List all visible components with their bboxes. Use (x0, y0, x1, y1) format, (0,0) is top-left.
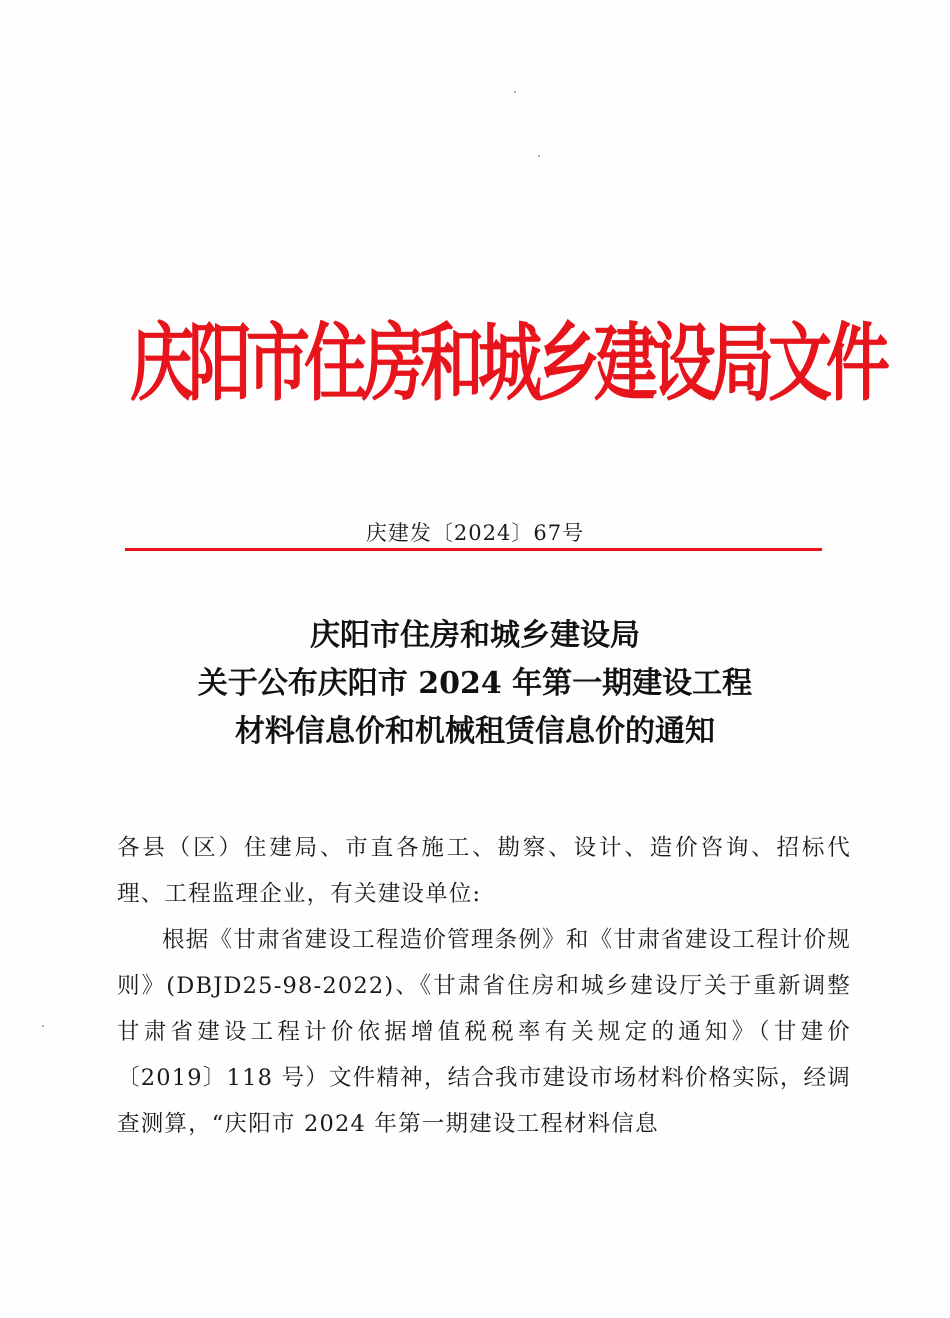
masthead-title: 庆阳市住房和城乡建设局文件 (130, 314, 884, 414)
scan-speck (538, 155, 540, 157)
document-number: 庆建发〔2024〕67号 (365, 521, 585, 545)
body-paragraph-1: 根据《甘肃省建设工程造价管理条例》和《甘肃省建设工程计价规则》(DBJD25-98-2022)、《甘肃省住房和城乡建设厅关于重新调整甘肃省建设工程计价依据增值税税率有关规定的通知》（甘建价〔2019〕118 号）文件精神，结合我市建设市场材料价格实际，经调查测算，“庆阳市 2024 年第一期建设工程材料信息 (117, 927, 851, 1137)
notice-title (0, 612, 950, 756)
scan-speck (514, 91, 516, 93)
notice-title-line-1: 庆阳市住房和城乡建设局 (310, 618, 640, 653)
notice-title-line-2: 关于公布庆阳市 2024 年第一期建设工程 (197, 666, 753, 701)
addressee-paragraph: 各县（区）住建局、市直各施工、勘察、设计、造价咨询、招标代理、工程监理企业，有关建设单位: (117, 835, 851, 907)
scan-speck (42, 1025, 44, 1027)
notice-title-line-3: 材料信息价和机械租赁信息价的通知 (235, 714, 715, 749)
notice-body (117, 825, 851, 1147)
red-divider-line (125, 548, 822, 551)
